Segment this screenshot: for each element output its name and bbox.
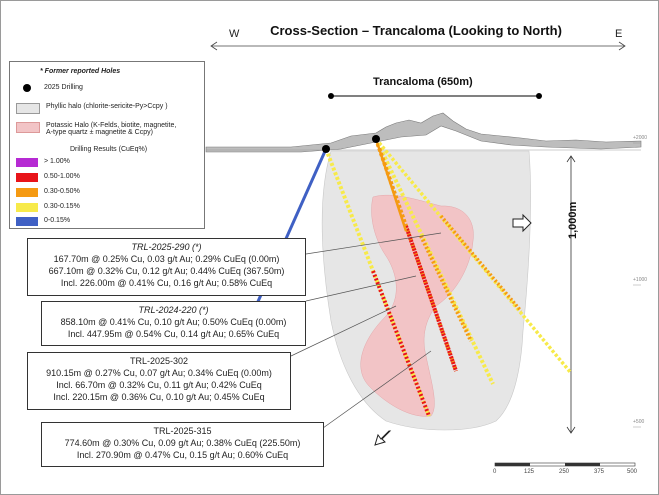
- grade-label: 0.30-0.50%: [44, 188, 80, 195]
- legend-potassic-line1: Potassic Halo (K-Felds, biotite, magnetite,: [46, 122, 177, 129]
- west-label: W: [229, 28, 240, 40]
- grade-swatch: [16, 217, 38, 226]
- scale-label: 500: [627, 469, 638, 475]
- extent-label: Trancaloma (650m): [373, 76, 473, 88]
- phyllic-swatch: [16, 103, 40, 114]
- legend-former-note: * Former reported Holes: [40, 68, 121, 75]
- scale-label: 0: [493, 469, 497, 475]
- callout-line: 167.70m @ 0.25% Cu, 0.03 g/t Au; 0.29% CuEq (0.00m): [53, 254, 280, 264]
- extent-bar: [328, 93, 542, 99]
- legend-row-phyllic: [16, 103, 168, 114]
- callout-trl-2024-220: [41, 301, 306, 346]
- depth-label: 1,000m: [567, 201, 579, 239]
- legend-drilling-label: 2025 Drilling: [44, 84, 83, 91]
- legend: [9, 61, 205, 229]
- legend-results-title: Drilling Results (CuEq%): [70, 146, 148, 153]
- potassic-swatch: [16, 122, 40, 133]
- callout-hole-id: TRL-2024-220 (*): [138, 305, 209, 315]
- legend-grade-row: [16, 203, 80, 212]
- callout-trl-2025-302: [27, 352, 291, 410]
- scale-label: 375: [594, 469, 605, 475]
- grade-swatch: [16, 158, 38, 167]
- callout-line: Incl. 220.15m @ 0.36% Cu, 0.10 g/t Au; 0.45% CuEq: [53, 392, 265, 402]
- callout-line: 858.10m @ 0.41% Cu, 0.10 g/t Au; 0.50% CuEq (0.00m): [60, 317, 287, 327]
- elevation-label-bottom: +500: [633, 419, 645, 425]
- west-east-arrow: [211, 42, 625, 50]
- collar-dot-1: [322, 145, 330, 153]
- legend-grade-row: [16, 173, 80, 182]
- grade-label: 0.50-1.00%: [44, 173, 80, 180]
- legend-phyllic-label: Phyllic halo (chlorite-sericite-Py>Ccpy ): [46, 103, 168, 110]
- open-arrow-down-left-icon: [375, 431, 390, 445]
- legend-grade-row: [16, 217, 70, 226]
- legend-row-potassic: [16, 122, 176, 136]
- legend-row-drilling: [16, 84, 83, 92]
- grade-swatch: [16, 188, 38, 197]
- callout-line: Incl. 270.90m @ 0.47% Cu, 0.15 g/t Au; 0.60% CuEq: [76, 450, 289, 460]
- callout-hole-id: TRL-2025-290 (*): [131, 242, 202, 252]
- grade-label: > 1.00%: [44, 158, 70, 165]
- topography: [206, 113, 641, 152]
- legend-grade-row: [16, 158, 70, 167]
- grade-label: 0-0.15%: [44, 217, 71, 224]
- legend-potassic-line2: A-type quartz ± magnetite & Ccpy): [46, 129, 153, 136]
- grade-swatch: [16, 173, 38, 182]
- callout-line: 774.60m @ 0.30% Cu, 0.09 g/t Au; 0.38% CuEq (225.50m): [64, 438, 301, 448]
- callout-line: 667.10m @ 0.32% Cu, 0.12 g/t Au; 0.44% CuEq (367.50m): [48, 266, 285, 276]
- east-label: E: [615, 28, 623, 40]
- callout-hole-id: TRL-2025-315: [153, 426, 212, 436]
- callout-line: Incl. 226.00m @ 0.41% Cu, 0.16 g/t Au; 0.58% CuEq: [60, 278, 273, 288]
- grade-swatch: [16, 203, 38, 212]
- callout-hole-id: TRL-2025-302: [129, 356, 189, 366]
- callout-line: 910.15m @ 0.27% Cu, 0.07 g/t Au; 0.34% CuEq (0.00m): [46, 368, 272, 378]
- callout-line: Incl. 447.95m @ 0.54% Cu, 0.14 g/t Au; 0.65% CuEq: [67, 329, 280, 339]
- legend-grade-row: [16, 188, 80, 197]
- callout-trl-2025-315: [41, 422, 324, 467]
- drill-collar-icon: [23, 84, 31, 92]
- scale-bar: [495, 463, 635, 466]
- scale-label: 125: [524, 469, 535, 475]
- collar-dot-2: [372, 135, 380, 143]
- section-title: Cross-Section – Trancaloma (Looking to North): [270, 23, 562, 38]
- callout-trl-2025-290: [27, 238, 306, 296]
- depth-arrow: [567, 156, 575, 433]
- elevation-label-mid: +1000: [633, 277, 648, 283]
- elevation-label-top: +2000: [633, 135, 648, 141]
- callout-line: Incl. 66.70m @ 0.32% Cu, 0.11 g/t Au; 0.42% CuEq: [56, 380, 262, 390]
- scale-label: 250: [559, 469, 570, 475]
- grade-label: 0.30-0.15%: [44, 203, 80, 210]
